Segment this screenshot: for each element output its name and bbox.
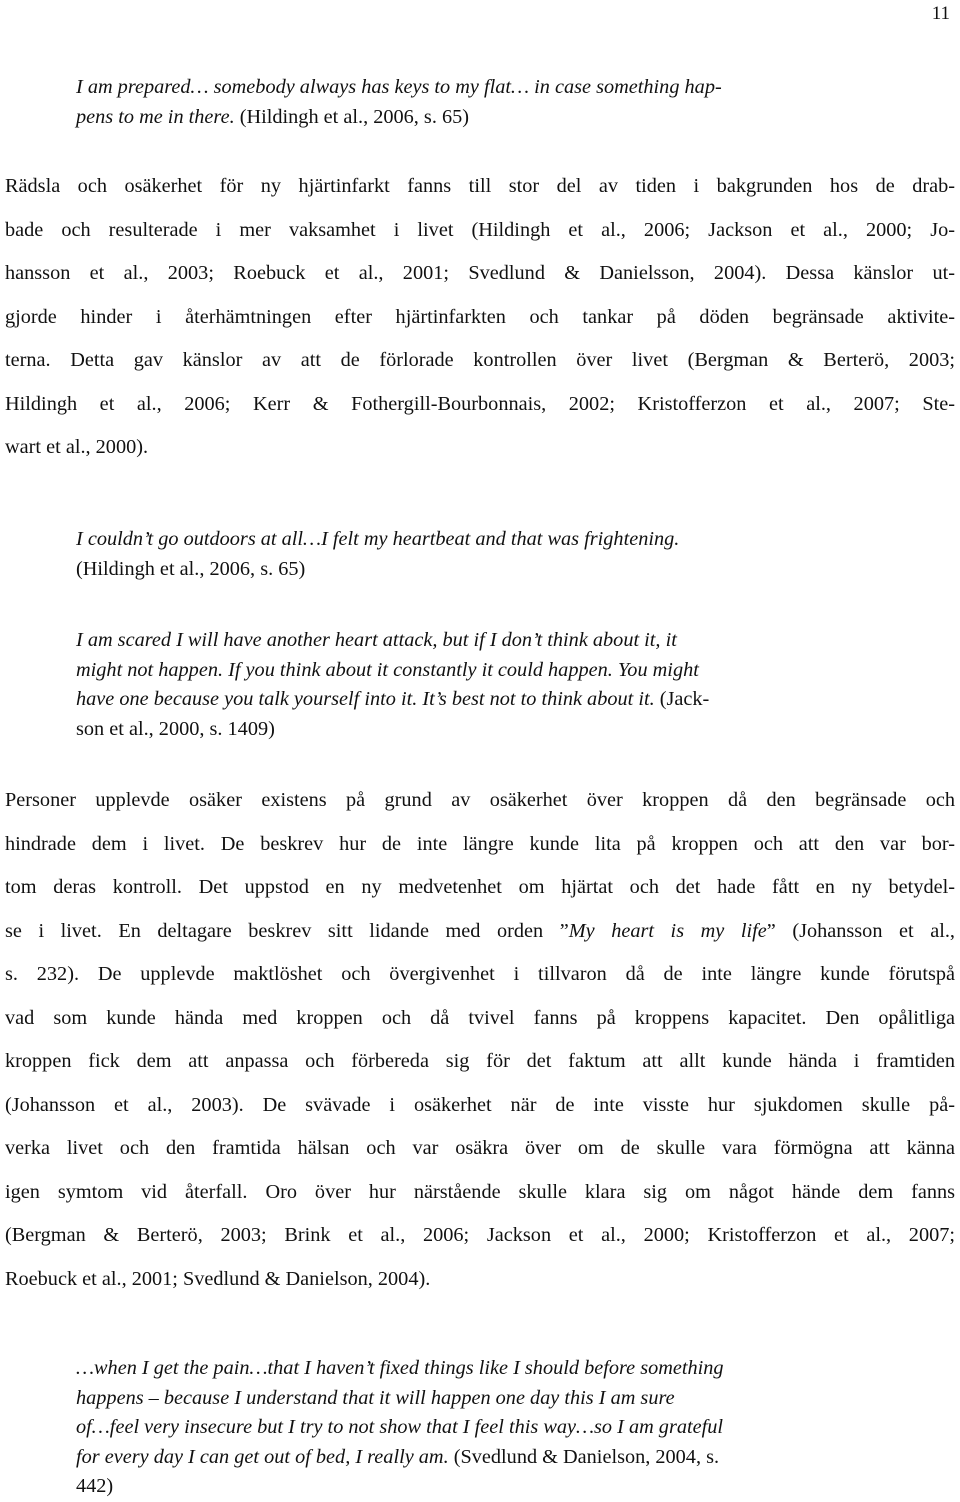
paragraph-line: se i livet. En deltagare beskrev sitt lidande med orden ”My heart is my life” (Johansson et al., bbox=[5, 919, 955, 942]
quote-line: I am prepared… somebody always has keys to my flat… in case something hap- bbox=[76, 76, 722, 98]
quote-line: might not happen. If you think about it constantly it could happen. You might bbox=[76, 658, 699, 681]
paragraph-line: terna. Detta gav känslor av att de förlorade kontrollen över livet (Bergman & Berterö, 2003; bbox=[5, 349, 955, 371]
paragraph-line: vad som kunde hända med kroppen och då tvivel fanns på kroppens kapacitet. Den opålitliga bbox=[5, 1006, 955, 1029]
paragraph-line: s. 232). De upplevde maktlöshet och övergivenhet i tillvaron då de inte längre kunde förutspå bbox=[5, 963, 955, 985]
paragraph-line: bade och resulterade i mer vaksamhet i livet (Hildingh et al., 2006; Jackson et al., 2000; Jo- bbox=[5, 218, 955, 241]
quote-line: of…feel very insecure but I try to not show that I feel this way…so I am grateful bbox=[76, 1416, 724, 1438]
block-quote-1 bbox=[76, 73, 936, 132]
block-quote-2 bbox=[76, 525, 936, 584]
paragraph-line: hindrade dem i livet. De beskrev hur de inte längre kunde lita på kroppen och att den var bor- bbox=[5, 832, 955, 855]
paragraph-line: Roebuck et al., 2001; Svedlund & Danielson, 2004). bbox=[5, 1267, 431, 1290]
paragraph-line: igen symtom vid återfall. Oro över hur närstående skulle klara sig om något hände dem fanns bbox=[5, 1180, 955, 1203]
paragraph-line: (Bergman & Berterö, 2003; Brink et al., 2006; Jackson et al., 2000; Kristofferzon et al., 2007; bbox=[5, 1224, 955, 1246]
quote-line: …when I get the pain…that I haven’t fixed things like I should before something bbox=[76, 1357, 724, 1379]
quote-line: (Hildingh et al., 2006, s. 65) bbox=[76, 557, 306, 580]
paragraph-1 bbox=[5, 165, 955, 470]
paragraph-line: wart et al., 2000). bbox=[5, 436, 149, 458]
quote-line: I am scared I will have another heart attack, but if I don’t think about it, it bbox=[76, 629, 677, 651]
paragraph-line: Personer upplevde osäker existens på grund av osäkerhet över kroppen då den begränsade och bbox=[5, 789, 955, 811]
quote-line: for every day I can get out of bed, I really am. (Svedlund & Danielson, 2004, s. bbox=[76, 1445, 720, 1468]
paragraph-line: kroppen fick dem att anpassa och förbereda sig för det faktum att allt kunde hända i framtiden bbox=[5, 1050, 955, 1072]
quote-line: pens to me in there. (Hildingh et al., 2006, s. 65) bbox=[76, 105, 469, 128]
page-number: 11 bbox=[931, 3, 950, 24]
block-quote-3 bbox=[76, 626, 936, 744]
quote-line: son et al., 2000, s. 1409) bbox=[76, 717, 275, 740]
paragraph-line: gjorde hinder i återhämtningen efter hjärtinfarkten och tankar på döden begränsade aktivite- bbox=[5, 305, 955, 328]
paragraph-2 bbox=[5, 779, 955, 1301]
quote-line: 442) bbox=[76, 1475, 114, 1497]
paragraph-line: tom deras kontroll. Det uppstod en ny medvetenhet om hjärtat och det hade fått en ny betydel- bbox=[5, 876, 955, 898]
block-quote-4 bbox=[76, 1354, 936, 1502]
quote-line: happens – because I understand that it will happen one day this I am sure bbox=[76, 1386, 675, 1409]
paragraph-line: hansson et al., 2003; Roebuck et al., 2001; Svedlund & Danielsson, 2004). Dessa känslor ut- bbox=[5, 262, 955, 284]
paragraph-line: (Johansson et al., 2003). De svävade i osäkerhet när de inte visste hur sjukdomen skulle på- bbox=[5, 1093, 955, 1116]
quote-line: have one because you talk yourself into it. It’s best not to think about it. (Jack- bbox=[76, 688, 710, 710]
quote-line: I couldn’t go outdoors at all…I felt my heartbeat and that was frightening. bbox=[76, 528, 680, 550]
paragraph-line: verka livet och den framtida hälsan och var osäkra över om de skulle vara förmögna att känna bbox=[5, 1137, 955, 1159]
paragraph-line: Rädsla och osäkerhet för ny hjärtinfarkt fanns till stor del av tiden i bakgrunden hos de drab- bbox=[5, 175, 955, 197]
paragraph-line: Hildingh et al., 2006; Kerr & Fothergill-Bourbonnais, 2002; Kristofferzon et al., 2007; Ste- bbox=[5, 392, 955, 415]
